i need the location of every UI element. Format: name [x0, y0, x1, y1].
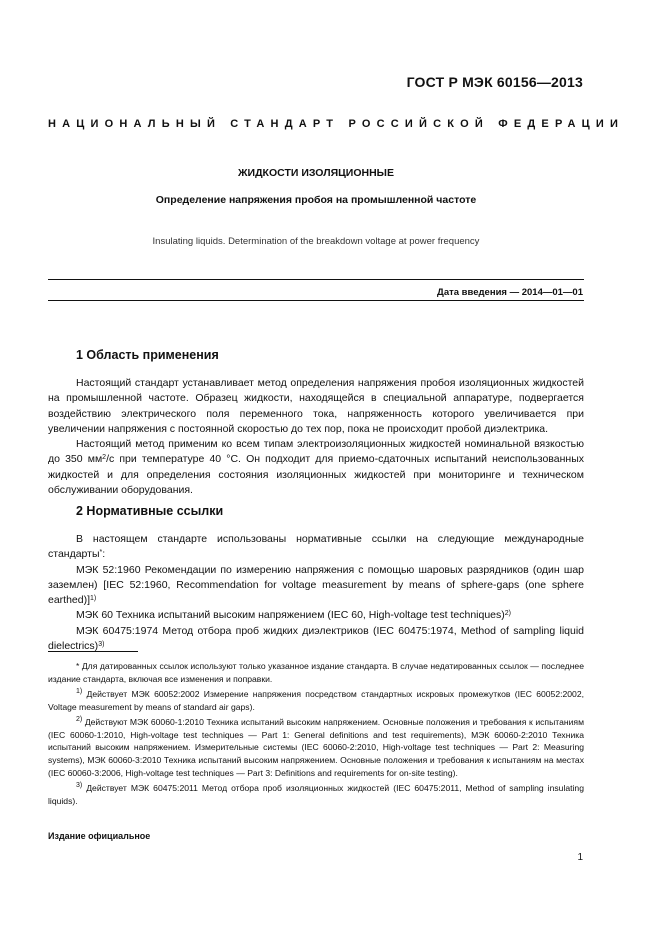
top-divider [48, 279, 584, 280]
section-1-body [48, 376, 584, 498]
reference-iec-60475: МЭК 60475:1974 Метод отбора проб жидких диэлектриков (IEC 60475:1974, Method of sampling liquid dielectrics)$^{3)}$ [48, 624, 584, 653]
footnote-divider [48, 651, 138, 652]
footnote-1: $^{1)}$ Действует МЭК 60052:2002 Измерение напряжения посредством стандартных искровых промежутков (IEC 60052:2002, Voltage measurement by means of standard air gaps). [48, 687, 584, 712]
reference-iec-60: МЭК 60 Техника испытаний высоким напряжением (IEC 60, High-voltage test techniques)$^{2)}$ [76, 609, 511, 622]
introduction-date: Дата введения — 2014—01—01 [437, 287, 583, 298]
section-1-paragraph-2: Настоящий метод применим ко всем типам электроизоляционных жидкостей номинальной вязкостью до 350 $мм^2/с$ при температуре 40 °С. Он подходит для приемо-сдаточных испытаний неиспользованных жидкостей и для определения состояния изоляционных жидкостей при мониторинге и техническом обслуживании оборудования. [48, 438, 584, 497]
national-standard-banner: НАЦИОНАЛЬНЫЙ СТАНДАРТ РОССИЙСКОЙ ФЕДЕРАЦИИ [48, 118, 625, 130]
page-number: 1 [577, 852, 583, 863]
english-title: Insulating liquids. Determination of the breakdown voltage at power frequency [152, 236, 480, 247]
footnote-star: * Для датированных ссылок используют только указанное издание стандарта. В случае недатированных ссылок — последнее издание стандарта, включая все изменения и поправки. [48, 661, 584, 684]
document-subtitle: Определение напряжения пробоя на промышленной частоте [155, 194, 477, 206]
document-title: ЖИДКОСТИ ИЗОЛЯЦИОННЫЕ [238, 167, 394, 179]
footnote-3: $^{3)}$ Действует МЭК 60475:2011 Метод отбора проб изоляционных жидкостей (IEC 60475:2011, Method of sampling insulating liquids). [48, 782, 584, 807]
official-edition-label: Издание официальное [48, 831, 151, 841]
date-divider [48, 300, 584, 301]
reference-iec-52: МЭК 52:1960 Рекомендации по измерению напряжения с помощью шаровых разрядников (один шар заземлен) [IEC 52:1960, Recommendation for voltage measurement by means of sphere-gaps (one sphere earthed)]$^{1)}$ [48, 563, 584, 607]
footnote-2: $^{2)}$ Действуют МЭК 60060-1:2010 Техника испытаний высоким напряжением. Основные положения и требования к испытаниям (IEC 60060-1:2010, High-voltage test techniques — Part 1: General definitions and test requirements), МЭК 60060-2:2010 Техника испытаний высоким напряжением. Измерительные системы (IEC 60060-2:2010, High-voltage test techniques — Part 2: Measuring systems), МЭК 60060-3:2010 Техника испытаний высоким напряжением. Основные положения и требования к испытаниям на местах (IEC 60060-3:2006, High-voltage test techniques — Part 3: Definitions and requirements for on-site testing). [48, 715, 584, 779]
section-1-paragraph-1: Настоящий стандарт устанавливает метод определения напряжения пробоя изоляционных жидкостей на промышленной частоте. Образец жидкости, находящейся в специальной аппаратуре, подвергается воздействию электрического поля переменного тока, напряженность которого увеличивается при увеличении напряжения с постоянной скоростью до тех пор, пока не происходит пробой диэлектрика. [48, 377, 584, 435]
section-2-heading: 2 Нормативные ссылки [76, 504, 224, 518]
standard-id: ГОСТ Р МЭК 60156—2013 [406, 74, 583, 90]
section-2-paragraph-1: В настоящем стандарте использованы нормативные ссылки на следующие международные стандарты*: [48, 533, 584, 561]
footnotes [48, 660, 584, 810]
section-2-body [48, 532, 584, 654]
section-1-heading: 1 Область применения [76, 348, 219, 362]
